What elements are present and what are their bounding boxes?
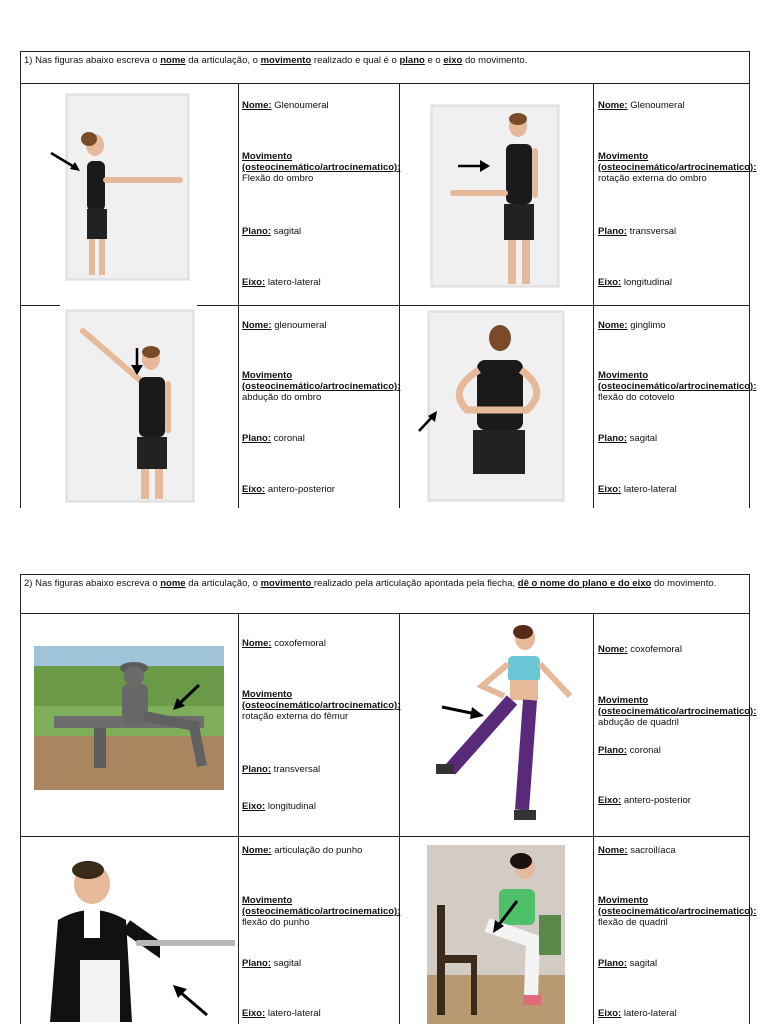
instruction-keyword: plano (399, 55, 425, 66)
s1-col-3 (593, 83, 594, 508)
nome-field: Nome: coxofemoral (242, 638, 326, 649)
instruction-keyword: movimento (260, 578, 314, 589)
s2-right-border (749, 574, 750, 1024)
arrow-icon (170, 982, 210, 1018)
s2-left-border (20, 574, 21, 1024)
arrow-icon (170, 682, 202, 712)
s2-col-2 (399, 613, 400, 1024)
plano-field: Plano: transversal (242, 764, 321, 775)
woman-hip-abduction-photo (420, 620, 580, 830)
movimento-field: Movimento (osteocinemático/artrocinematico): rotação externa do ombro (598, 151, 757, 184)
eixo-field: Eixo: latero-lateral (598, 484, 677, 495)
instruction-keyword: eixo (443, 55, 463, 66)
plano-field: Plano: sagital (242, 226, 302, 237)
instruction-text: realizado e qual é o (311, 55, 400, 66)
nome-field: Nome: articulação do punho (242, 845, 363, 856)
arrow-icon (48, 150, 84, 174)
nome-field: Nome: glenoumeral (242, 320, 327, 331)
eixo-field: Eixo: latero-lateral (242, 277, 321, 288)
nome-field: Nome: Glenoumeral (598, 100, 685, 111)
movimento-field: Movimento (osteocinemático/artrocinematico): flexão do punho (242, 895, 401, 928)
movimento-field: Movimento (osteocinemático/artrocinematico): rotação externa do fêmur (242, 689, 401, 722)
movimento-field: Movimento (osteocinemático/artrocinematico): flexão de quadril (598, 895, 757, 928)
instruction-text: 2) Nas figuras abaixo escreva o (24, 578, 161, 589)
instruction-keyword: nome (160, 55, 186, 66)
instruction-text: e o (424, 55, 444, 66)
s2-top-border (20, 574, 750, 575)
plano-field: Plano: sagital (598, 958, 658, 969)
nome-field: Nome: coxofemoral (598, 644, 682, 655)
arrow-icon (440, 701, 486, 721)
eixo-field: Eixo: latero-lateral (242, 1008, 321, 1019)
plano-field: Plano: coronal (598, 745, 661, 756)
instruction-text: do movimento. (462, 55, 528, 66)
s1-left-border (20, 51, 21, 508)
arrow-icon (488, 898, 520, 936)
s1-top-border (20, 51, 750, 52)
s1-row-divider-right (197, 305, 750, 306)
eixo-field: Eixo: longitudinal (242, 801, 316, 812)
arrow-icon (130, 346, 144, 376)
section2-instruction (24, 578, 744, 589)
arrow-icon (456, 158, 492, 174)
movimento-field: Movimento (osteocinemático/artrocinematico): flexão do cotovelo (598, 370, 757, 403)
s1-col-1 (238, 83, 239, 508)
woman-elbow-flexion-back-view-photo (427, 310, 565, 502)
plano-field: Plano: sagital (242, 958, 302, 969)
s2-header-border (20, 613, 750, 614)
eixo-field: Eixo: antero-posterior (242, 484, 335, 495)
nome-field: Nome: ginglimo (598, 320, 666, 331)
s1-row-divider-left (20, 305, 60, 306)
instruction-keyword: movimento (260, 55, 312, 66)
movimento-field: Movimento (osteocinemático/artrocinematico): abdução do ombro (242, 370, 401, 403)
instruction-keyword: nome (160, 578, 186, 589)
plano-field: Plano: transversal (598, 226, 677, 237)
eixo-field: Eixo: latero-lateral (598, 1008, 677, 1019)
instruction-text: do movimento. (651, 578, 717, 589)
instruction-text: realizado pela articulação apontada pela flecha, (313, 578, 518, 589)
plano-field: Plano: sagital (598, 433, 658, 444)
bench-statue-photo (34, 646, 224, 790)
eixo-field: Eixo: longitudinal (598, 277, 672, 288)
instruction-text: 1) Nas figuras abaixo escreva o (24, 55, 161, 66)
woman-shoulder-flexion-photo (65, 93, 190, 281)
nome-field: Nome: sacroilíaca (598, 845, 676, 856)
s1-header-border (20, 83, 750, 84)
woman-shoulder-abduction-photo (65, 309, 195, 503)
eixo-field: Eixo: antero-posterior (598, 795, 691, 806)
s1-right-border (749, 51, 750, 508)
instruction-text: da articulação, o (185, 578, 261, 589)
instruction-keyword: dê o nome do plano e do eixo (517, 578, 652, 589)
arrow-icon (416, 408, 440, 434)
instruction-text: da articulação, o (185, 55, 261, 66)
s2-col-3 (593, 613, 594, 1024)
s1-col-2 (399, 83, 400, 508)
movimento-field: Movimento (osteocinemático/artrocinematico): Flexão do ombro (242, 151, 401, 184)
woman-shoulder-external-rotation-photo (430, 104, 560, 288)
section1-instruction (24, 55, 744, 66)
movimento-field: Movimento (osteocinemático/artrocinematico): abdução de quadril (598, 695, 757, 728)
plano-field: Plano: coronal (242, 433, 305, 444)
s2-col-1 (238, 613, 239, 1024)
s2-row-divider (20, 836, 750, 837)
nome-field: Nome: Glenoumeral (242, 100, 329, 111)
